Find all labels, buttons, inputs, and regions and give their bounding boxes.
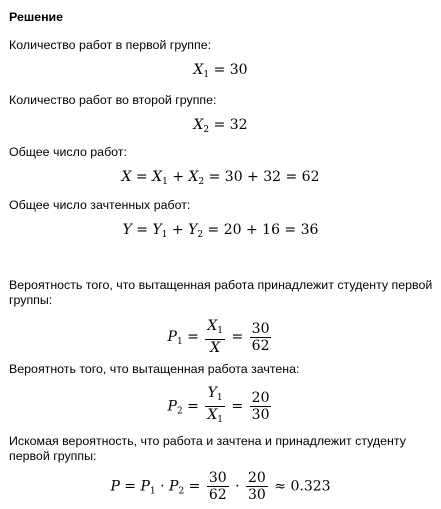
text-line-4: Общее число зачтенных работ: xyxy=(9,198,191,212)
text-line-2: Количество работ во второй группе: xyxy=(9,93,217,107)
equation-x-total: $X = X_1 + X_2 = 30 + 32 = 62$ xyxy=(121,169,320,187)
equation-x1: $X_1 = 30$ xyxy=(193,62,248,80)
text-line-3: Общее число работ: xyxy=(9,145,127,159)
solution-title: Решение xyxy=(9,10,64,24)
equation-x2: $X_2 = 32$ xyxy=(193,117,248,135)
text-line-1: Количество работ в первой группе: xyxy=(9,38,212,52)
equation-p1: $P_1$ = $\frac{X_1}{X}$ = $\frac{30}{62}$ xyxy=(167,318,270,356)
equation-p2: $P_2$ = $\frac{Y_1}{X_1}$ = $\frac{20}{30}$ xyxy=(167,385,270,425)
equation-y-total: $Y = Y_1 + Y_2 = 20 + 16 = 36$ xyxy=(122,222,319,240)
text-line-7: Искомая вероятность, что работа и зачтена и принадлежит студенту первой группы: xyxy=(9,434,406,463)
text-line-6: Вероятноть того, что вытащенная работа зачтена: xyxy=(9,362,300,376)
equation-p-final: $P = P_1 \cdot P_2$ = $\frac{30}{62}$ · $\frac{20}{30}$ ≈ 0.323 xyxy=(110,470,331,503)
text-line-5: Вероятность того, что вытащенная работа принадлежит студенту первой группы: xyxy=(9,278,433,307)
